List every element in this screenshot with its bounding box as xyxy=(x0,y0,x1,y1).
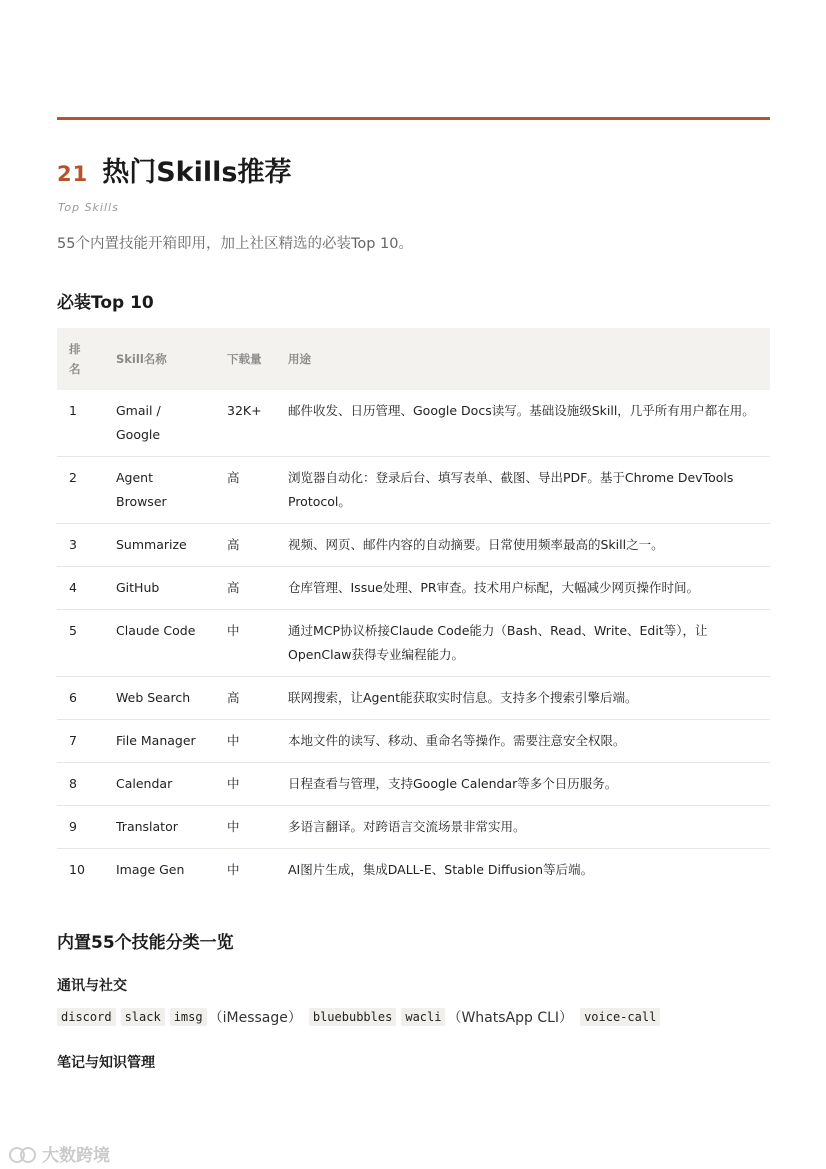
table-row xyxy=(57,677,770,720)
cell-rank: 10 xyxy=(69,862,85,877)
top10-table xyxy=(57,328,770,891)
cell-rank: 7 xyxy=(57,720,104,763)
cell-skill-name: Calendar xyxy=(104,763,215,806)
communication-skill-tags xyxy=(57,1007,665,1027)
cell-skill-name: Translator xyxy=(104,806,215,849)
watermark-text: 大数跨境 xyxy=(42,1146,110,1166)
cell-skill-name: Summarize xyxy=(104,524,215,567)
chapter-header xyxy=(57,150,291,189)
cell-purpose: 视频、网页、邮件内容的自动摘要。日常使用频率最高的Skill之一。 xyxy=(276,524,770,567)
table-header-row xyxy=(57,328,770,390)
cell-rank: 8 xyxy=(57,763,104,806)
cell-skill-name: Agent Browser xyxy=(104,457,215,524)
section-heading-top10: 必装Top 10 xyxy=(57,293,154,313)
wacli-note: （WhatsApp CLI） xyxy=(447,1010,574,1026)
cell-rank: 5 xyxy=(57,610,104,677)
tag-imsg: imsg xyxy=(170,1008,207,1026)
cell-downloads: 中 xyxy=(215,763,276,806)
tag-wacli: wacli xyxy=(401,1008,445,1026)
tag-discord: discord xyxy=(57,1008,116,1026)
table-row xyxy=(57,567,770,610)
table-row xyxy=(57,720,770,763)
header-downloads: 下载量 xyxy=(227,352,262,366)
cell-purpose: 通过MCP协议桥接Claude Code能力（Bash、Read、Write、Edit等），让OpenClaw获得专业编程能力。 xyxy=(276,610,770,677)
watermark xyxy=(8,1141,110,1166)
cell-skill-name: Web Search xyxy=(104,677,215,720)
category-heading-communication: 通讯与社交 xyxy=(57,978,127,994)
table-row xyxy=(57,849,770,892)
header-rank: 排名 xyxy=(69,342,81,376)
cell-downloads: 高 xyxy=(215,677,276,720)
chapter-title: 热门Skills推荐 xyxy=(102,157,292,188)
tag-slack: slack xyxy=(121,1008,165,1026)
cell-purpose: 多语言翻译。对跨语言交流场景非常实用。 xyxy=(276,806,770,849)
cell-rank: 2 xyxy=(57,457,104,524)
tag-bluebubbles: bluebubbles xyxy=(309,1008,396,1026)
table-row xyxy=(57,457,770,524)
cell-downloads: 中 xyxy=(215,610,276,677)
cell-downloads: 中 xyxy=(215,720,276,763)
cell-skill-name: Image Gen xyxy=(116,862,185,877)
cell-purpose: 浏览器自动化：登录后台、填写表单、截图、导出PDF。基于Chrome DevTools Protocol。 xyxy=(276,457,770,524)
cell-downloads: 32K+ xyxy=(215,390,276,457)
chapter-top-rule xyxy=(57,117,770,120)
cell-skill-name: GitHub xyxy=(104,567,215,610)
cell-purpose: AI图片生成，集成DALL-E、Stable Diffusion等后端。 xyxy=(288,862,594,877)
cell-downloads: 中 xyxy=(227,862,240,877)
watermark-logo-icon xyxy=(8,1143,38,1165)
cell-rank: 3 xyxy=(57,524,104,567)
imsg-note: （iMessage） xyxy=(208,1010,302,1026)
table-row xyxy=(57,763,770,806)
cell-purpose: 联网搜索，让Agent能获取实时信息。支持多个搜索引擎后端。 xyxy=(276,677,770,720)
chapter-subtitle: Top Skills xyxy=(58,201,119,214)
cell-rank: 6 xyxy=(57,677,104,720)
cell-rank: 4 xyxy=(57,567,104,610)
cell-purpose: 邮件收发、日历管理、Google Docs读写。基础设施级Skill，几乎所有用户都在用。 xyxy=(276,390,770,457)
header-skill-name: Skill名称 xyxy=(116,352,167,366)
tag-voice-call: voice-call xyxy=(580,1008,660,1026)
table-row xyxy=(57,610,770,677)
chapter-number: 21 xyxy=(57,162,89,186)
category-heading-notes: 笔记与知识管理 xyxy=(57,1055,155,1071)
cell-downloads: 中 xyxy=(215,806,276,849)
cell-skill-name: Claude Code xyxy=(104,610,215,677)
section-heading-builtin: 内置55个技能分类一览 xyxy=(57,933,234,953)
header-purpose: 用途 xyxy=(288,352,311,366)
cell-rank: 1 xyxy=(57,390,104,457)
cell-skill-name: File Manager xyxy=(104,720,215,763)
cell-downloads: 高 xyxy=(215,567,276,610)
table-row xyxy=(57,806,770,849)
table-row xyxy=(57,524,770,567)
cell-downloads: 高 xyxy=(215,524,276,567)
cell-skill-name: Gmail / Google xyxy=(104,390,215,457)
table-row xyxy=(57,390,770,457)
cell-purpose: 本地文件的读写、移动、重命名等操作。需要注意安全权限。 xyxy=(276,720,770,763)
cell-rank: 9 xyxy=(57,806,104,849)
cell-purpose: 仓库管理、Issue处理、PR审查。技术用户标配，大幅减少网页操作时间。 xyxy=(276,567,770,610)
cell-purpose: 日程查看与管理，支持Google Calendar等多个日历服务。 xyxy=(276,763,770,806)
intro-paragraph: 55个内置技能开箱即用，加上社区精选的必装Top 10。 xyxy=(57,236,413,252)
cell-downloads: 高 xyxy=(215,457,276,524)
